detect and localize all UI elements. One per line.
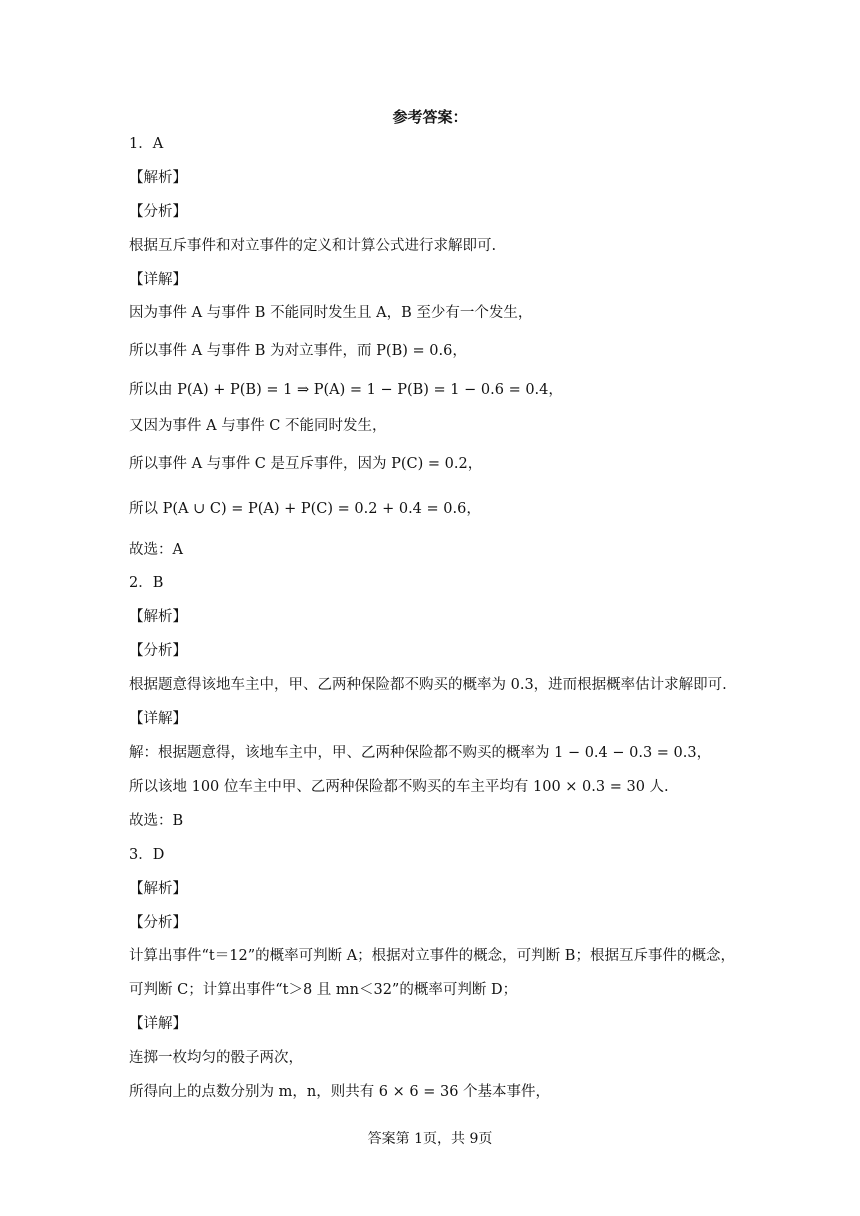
- page-footer: 答案第 1页，共 9页: [367, 1131, 493, 1147]
- q2-analysis: 根据题意得该地车主中，甲、乙两种保险都不购买的概率为 0.3，进而根据概率估计求解即可.: [129, 677, 727, 693]
- q1-jiexi-heading: 【解析】: [129, 170, 187, 186]
- q1-fenxi-heading: 【分析】: [129, 204, 187, 220]
- q1-detail-line: 所以由 P(A) + P(B) = 1 ⇒ P(A) = 1 − P(B) = 1 − 0.6 = 0.4，: [129, 382, 563, 398]
- q3-jiexi-heading: 【解析】: [129, 881, 187, 897]
- q2-jiexi-heading: 【解析】: [129, 609, 187, 625]
- q2-detail-line: 所以该地 100 位车主中甲、乙两种保险都不购买的车主平均有 100 × 0.3 = 30 人.: [129, 779, 669, 795]
- q1-detail-line: 又因为事件 A 与事件 C 不能同时发生，: [129, 418, 387, 434]
- q2-fenxi-heading: 【分析】: [129, 643, 187, 659]
- q3-fenxi-heading: 【分析】: [129, 915, 187, 931]
- q2-xiangjie-heading: 【详解】: [129, 711, 187, 727]
- q1-detail-line: 所以事件 A 与事件 B 为对立事件，而 P(B) = 0.6，: [129, 343, 467, 359]
- q2-answer: 2．B: [129, 575, 164, 591]
- page-title: 参考答案：: [392, 108, 468, 126]
- q1-analysis: 根据互斥事件和对立事件的定义和计算公式进行求解即可.: [129, 238, 497, 254]
- q1-xiangjie-heading: 【详解】: [129, 272, 187, 288]
- q3-answer: 3．D: [129, 847, 165, 863]
- q3-xiangjie-heading: 【详解】: [129, 1016, 187, 1032]
- q3-analysis: 计算出事件“t＝12”的概率可判断 A；根据对立事件的概念，可判断 B；根据互斥事件的概念，: [129, 948, 735, 964]
- q1-conclusion: 故选：A: [129, 542, 183, 558]
- q2-detail-line: 解：根据题意得，该地车主中，甲、乙两种保险都不购买的概率为 1 − 0.4 − 0.3 = 0.3，: [129, 745, 712, 761]
- q1-detail-line: 所以事件 A 与事件 C 是互斥事件，因为 P(C) = 0.2，: [129, 456, 483, 472]
- q1-answer: 1．A: [129, 136, 164, 152]
- q3-analysis: 可判断 C；计算出事件“t＞8 且 mn＜32”的概率可判断 D；: [129, 982, 518, 998]
- q3-detail-line: 连掷一枚均匀的骰子两次，: [129, 1050, 303, 1066]
- q3-detail-line: 所得向上的点数分别为 m，n，则共有 6 × 6 = 36 个基本事件，: [129, 1084, 551, 1100]
- q1-detail-line: 因为事件 A 与事件 B 不能同时发生且 A，B 至少有一个发生，: [129, 305, 533, 321]
- q2-conclusion: 故选：B: [129, 813, 184, 829]
- q1-detail-line: 所以 P(A ∪ C) = P(A) + P(C) = 0.2 + 0.4 = 0.6，: [129, 501, 481, 517]
